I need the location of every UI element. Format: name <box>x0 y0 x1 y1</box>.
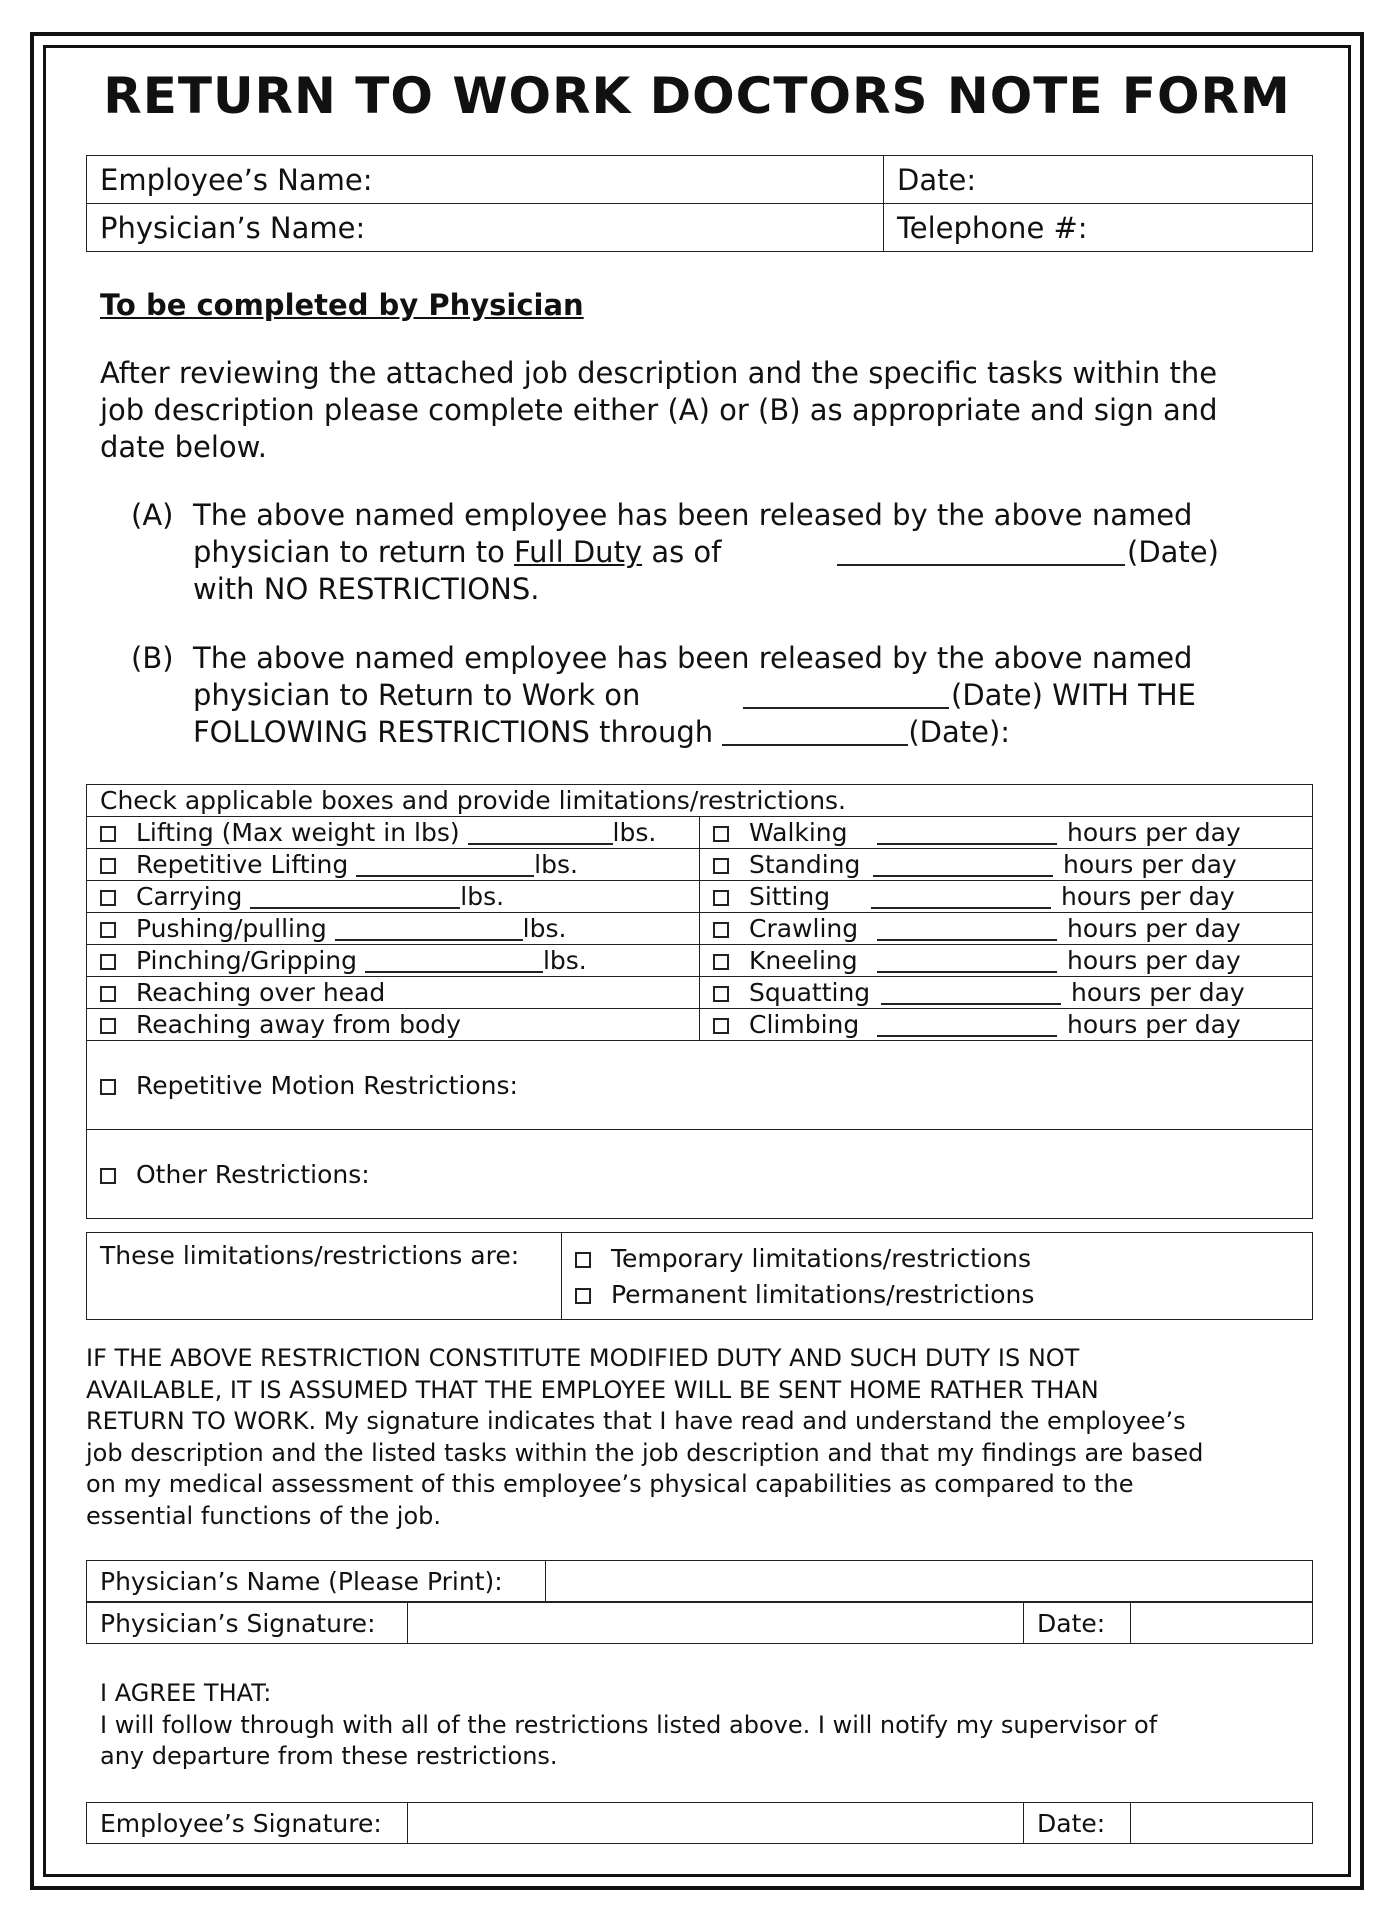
hours-blank[interactable] <box>881 981 1061 1005</box>
full-duty-text: Full Duty <box>514 535 643 569</box>
restriction-crawling[interactable] <box>700 913 1313 945</box>
agreement-heading: I AGREE THAT: <box>100 1679 272 1707</box>
telephone-field[interactable]: Telephone #: <box>884 204 1313 252</box>
option-a-date-label: (Date) <box>1127 535 1219 569</box>
disclaimer-line: essential functions of the job. <box>86 1501 441 1530</box>
hours-blank[interactable] <box>877 1013 1057 1037</box>
physician-name-table <box>86 1560 1313 1602</box>
section-heading: To be completed by Physician <box>100 288 584 322</box>
checkbox[interactable] <box>713 890 729 906</box>
restriction-label: Reaching away from body <box>136 1010 461 1039</box>
instructions-line: date below. <box>100 430 267 464</box>
agreement-line: I will follow through with all of the restrictions listed above. I will notify my supervisor of <box>100 1710 1158 1739</box>
restriction-label: Pushing/pulling <box>136 914 335 943</box>
restriction-repetitive-lifting[interactable] <box>87 849 700 881</box>
restriction-label: Other Restrictions: <box>136 1159 370 1189</box>
checkbox[interactable] <box>713 858 729 874</box>
hours-blank[interactable] <box>877 821 1057 845</box>
option-a-letter: (A) <box>131 498 174 532</box>
hours-blank[interactable] <box>871 885 1051 909</box>
option-b-text: FOLLOWING RESTRICTIONS through <box>193 715 723 749</box>
unit-label: hours per day <box>1067 946 1241 975</box>
restriction-pushing-pulling[interactable] <box>87 913 700 945</box>
hours-blank[interactable] <box>877 949 1057 973</box>
option-a-line: with NO RESTRICTIONS. <box>193 572 540 606</box>
option-label: Temporary limitations/restrictions <box>611 1244 1032 1273</box>
restriction-type-label: These limitations/restrictions are: <box>87 1233 562 1320</box>
restriction-squatting[interactable] <box>700 977 1313 1009</box>
option-a-date-blank[interactable] <box>837 534 1125 571</box>
unit-label: lbs. <box>612 818 657 847</box>
unit-label: lbs. <box>522 914 567 943</box>
disclaimer-line: AVAILABLE, IT IS ASSUMED THAT THE EMPLOYEE WILL BE SENT HOME RATHER THAN <box>86 1375 1099 1404</box>
restrictions-table <box>86 784 1313 1219</box>
instructions-paragraph <box>100 355 1320 466</box>
checkbox[interactable] <box>100 954 116 970</box>
unit-label: lbs. <box>460 882 505 911</box>
restriction-climbing[interactable] <box>700 1009 1313 1041</box>
permanent-option[interactable] <box>575 1277 1312 1313</box>
employee-signature-input[interactable] <box>408 1803 1024 1844</box>
agreement-line: any departure from these restrictions. <box>100 1742 558 1770</box>
physician-date-input[interactable] <box>1131 1603 1313 1644</box>
option-b-line <box>193 714 1010 751</box>
restriction-reaching-over-head[interactable] <box>87 977 700 1009</box>
checkbox[interactable] <box>100 858 116 874</box>
header-date-field[interactable]: Date: <box>884 156 1313 204</box>
restriction-sitting[interactable] <box>700 881 1313 913</box>
restriction-label: Repetitive Motion Restrictions: <box>136 1070 518 1100</box>
hours-blank[interactable] <box>877 917 1057 941</box>
disclaimer-line: on my medical assessment of this employee’s physical capabilities as compared to the <box>86 1470 1134 1498</box>
checkbox[interactable] <box>713 954 729 970</box>
unit-label: hours per day <box>1067 818 1241 847</box>
checkbox[interactable] <box>713 922 729 938</box>
restriction-label: Kneeling <box>749 946 858 975</box>
unit-label: lbs. <box>534 850 578 879</box>
physician-signature-label: Physician’s Signature: <box>87 1603 408 1644</box>
checkbox[interactable] <box>100 986 116 1002</box>
checkbox[interactable] <box>100 1079 116 1095</box>
disclaimer-paragraph <box>86 1343 1326 1532</box>
employee-signature-table <box>86 1802 1313 1844</box>
unit-label: hours per day <box>1071 978 1245 1007</box>
option-b <box>131 640 1281 751</box>
restriction-label: Squatting <box>749 978 871 1007</box>
value-blank[interactable] <box>250 885 460 909</box>
physician-signature-input[interactable] <box>408 1603 1024 1644</box>
checkbox[interactable] <box>713 986 729 1002</box>
disclaimer-line: job description and the listed tasks within the job description and that my findings are based <box>86 1438 1204 1467</box>
checkbox[interactable] <box>575 1288 591 1304</box>
unit-label: hours per day <box>1067 914 1241 943</box>
header-table <box>86 155 1313 252</box>
restriction-standing[interactable] <box>700 849 1313 881</box>
hours-blank[interactable] <box>873 853 1053 877</box>
option-b-date-label: (Date) WITH THE <box>951 678 1196 712</box>
instructions-line: job description please complete either (A) or (B) as appropriate and sign and <box>100 393 1218 427</box>
restriction-label: Sitting <box>749 882 831 911</box>
physician-print-name-label: Physician’s Name (Please Print): <box>87 1561 546 1602</box>
restriction-walking[interactable] <box>700 817 1313 849</box>
form-title: RETURN TO WORK DOCTORS NOTE FORM <box>103 67 1291 125</box>
physician-date-label: Date: <box>1024 1603 1131 1644</box>
restriction-label: Repetitive Lifting <box>136 850 357 879</box>
unit-label: hours per day <box>1067 1010 1241 1039</box>
checkbox[interactable] <box>575 1252 591 1268</box>
unit-label: hours per day <box>1063 850 1237 879</box>
checkbox[interactable] <box>100 826 116 842</box>
employee-date-input[interactable] <box>1131 1803 1313 1844</box>
option-b-through-date-blank[interactable] <box>722 722 908 746</box>
unit-label: lbs. <box>542 946 587 975</box>
restriction-kneeling[interactable] <box>700 945 1313 977</box>
other-restrictions-field[interactable] <box>87 1130 1313 1219</box>
restriction-reaching-away[interactable] <box>87 1009 700 1041</box>
employee-date-label: Date: <box>1024 1803 1131 1844</box>
restriction-label: Crawling <box>749 914 859 943</box>
option-a-line <box>193 534 721 571</box>
checkbox[interactable] <box>100 890 116 906</box>
employee-name-field[interactable]: Employee’s Name: <box>87 156 884 204</box>
option-b-letter: (B) <box>131 641 174 675</box>
restriction-type-table <box>86 1232 1313 1320</box>
disclaimer-line: RETURN TO WORK. My signature indicates that I have read and understand the employee’s <box>86 1407 1186 1435</box>
option-a-line: The above named employee has been released by the above named <box>193 498 1193 532</box>
physician-print-name-input[interactable] <box>546 1561 1313 1602</box>
restriction-carrying[interactable] <box>87 881 700 913</box>
restriction-label: Climbing <box>749 1010 860 1039</box>
option-b-line: The above named employee has been released by the above named <box>193 641 1193 675</box>
restriction-label: Pinching/Gripping <box>136 946 365 975</box>
checkbox[interactable] <box>100 1168 116 1184</box>
option-label: Permanent limitations/restrictions <box>611 1280 1035 1309</box>
value-blank[interactable] <box>365 949 543 973</box>
restrictions-instruction: Check applicable boxes and provide limitations/restrictions. <box>87 785 1313 817</box>
restriction-lifting[interactable] <box>87 817 700 849</box>
value-blank[interactable] <box>468 821 613 845</box>
value-blank[interactable] <box>356 853 534 877</box>
checkbox[interactable] <box>100 1018 116 1034</box>
restriction-pinching-gripping[interactable] <box>87 945 700 977</box>
option-a-text: physician to return to <box>193 535 515 569</box>
unit-label: hours per day <box>1061 882 1235 911</box>
agreement-paragraph <box>100 1678 1157 1773</box>
restriction-type-options <box>562 1233 1313 1320</box>
restriction-label: Reaching over head <box>136 978 386 1007</box>
option-b-date-label: (Date): <box>908 715 1011 749</box>
restriction-label: Walking <box>749 818 848 847</box>
temporary-option[interactable] <box>575 1241 1312 1277</box>
employee-signature-label: Employee’s Signature: <box>87 1803 408 1844</box>
value-blank[interactable] <box>335 917 523 941</box>
option-b-line: physician to Return to Work on <box>193 678 641 712</box>
checkbox[interactable] <box>100 922 116 938</box>
restriction-label: Lifting (Max weight in lbs) <box>136 818 468 847</box>
option-b-return-date-blank[interactable] <box>743 677 949 714</box>
option-a <box>131 497 1281 608</box>
restriction-label: Standing <box>749 850 861 879</box>
repetitive-motion-field[interactable] <box>87 1041 1313 1130</box>
physician-name-field[interactable]: Physician’s Name: <box>87 204 884 252</box>
disclaimer-line: IF THE ABOVE RESTRICTION CONSTITUTE MODIFIED DUTY AND SUCH DUTY IS NOT <box>86 1344 1080 1372</box>
physician-signature-table <box>86 1602 1313 1644</box>
checkbox[interactable] <box>713 826 729 842</box>
option-a-text: as of <box>642 535 722 569</box>
checkbox[interactable] <box>713 1018 729 1034</box>
restriction-label: Carrying <box>136 882 251 911</box>
instructions-line: After reviewing the attached job description and the specific tasks within the <box>100 356 1218 390</box>
